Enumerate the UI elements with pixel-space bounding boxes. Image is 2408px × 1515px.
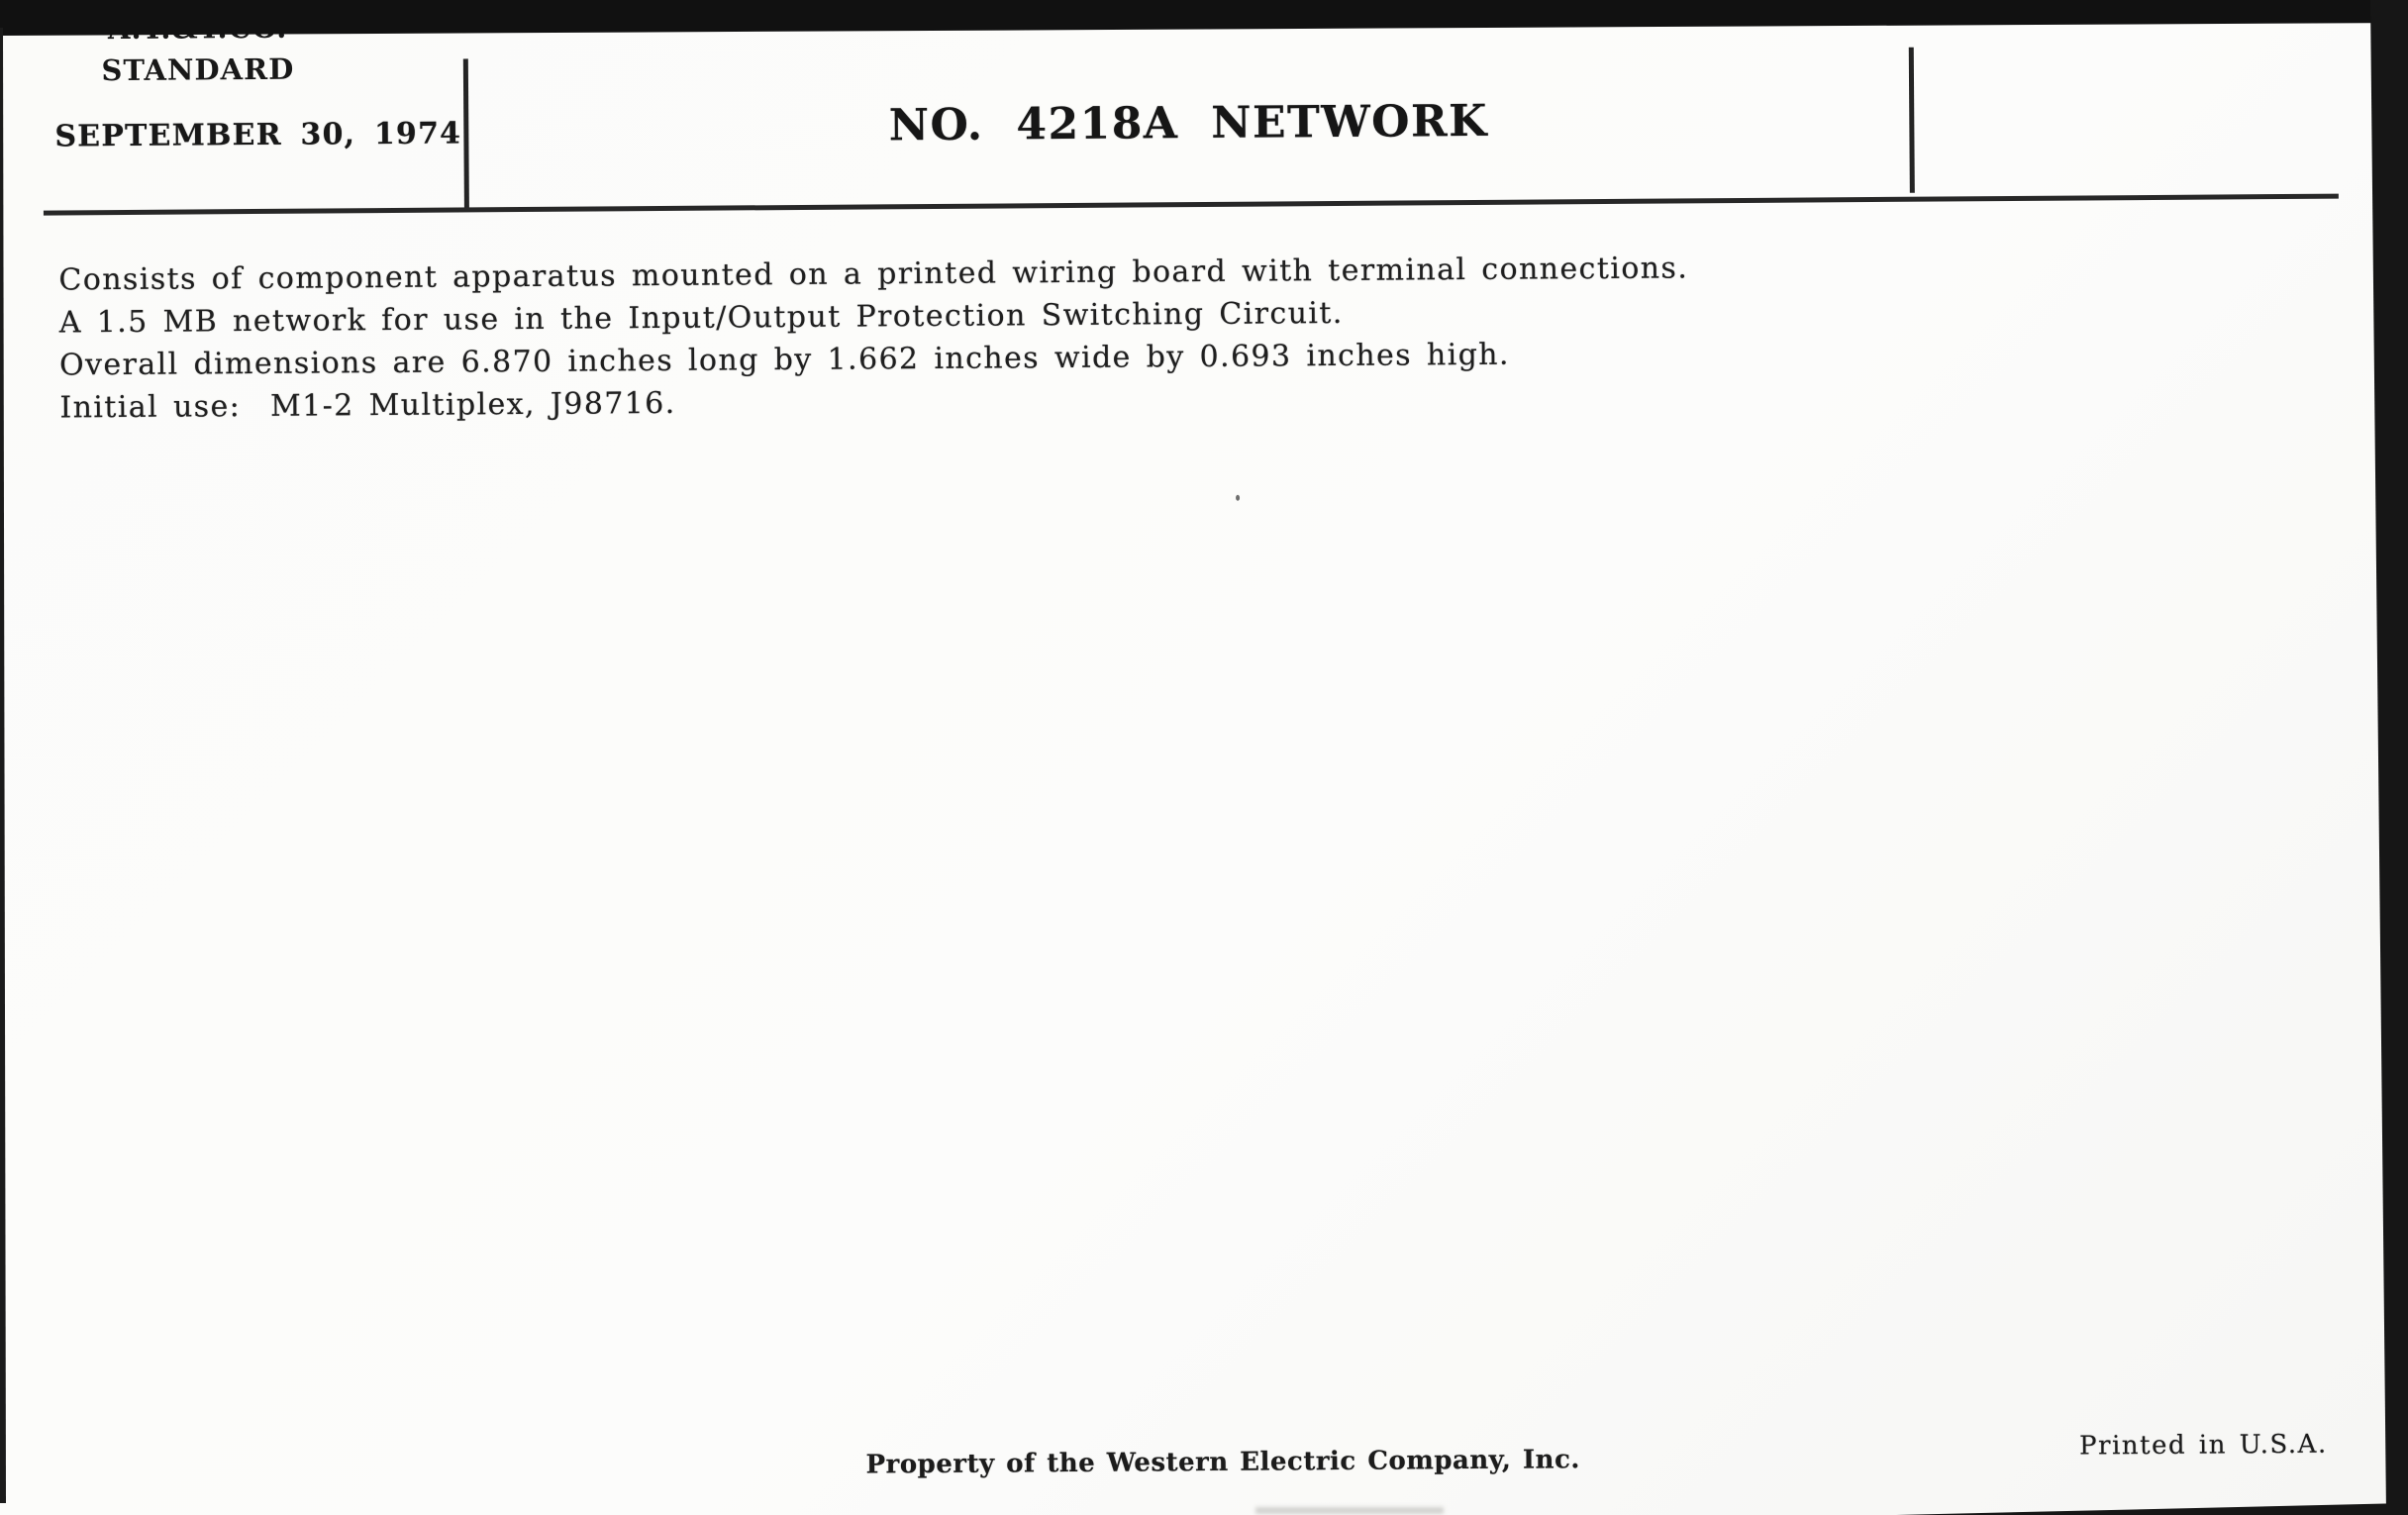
- scan-speck: [1236, 495, 1240, 501]
- initial-use-line: Initial use: M1-2 Multiplex, J98716.: [59, 385, 676, 426]
- header-divider-left: [463, 58, 469, 210]
- scan-smudge: [1255, 1507, 1444, 1514]
- description-block: [58, 247, 1689, 429]
- dimensions-line: Overall dimensions are 6.870 inches long by 1.662 inches wide by 0.693 inches high.: [58, 337, 1511, 383]
- issue-date: SEPTEMBER 30, 1974: [54, 116, 462, 154]
- property-notice: Property of the Western Electric Company, Inc.: [865, 1445, 1581, 1480]
- printed-in-usa: Printed in U.S.A.: [2079, 1429, 2328, 1462]
- header-rule: [44, 194, 2339, 216]
- org-standard-label: STANDARD: [101, 51, 295, 88]
- header-divider-right: [1909, 48, 1915, 193]
- document-title: NO. 4218A NETWORK: [888, 95, 1489, 152]
- description-line: Consists of component apparatus mounted on a printed wiring board with terminal connections.: [58, 251, 1689, 298]
- application-line: A 1.5 MB network for use in the Input/Output Protection Switching Circuit.: [58, 295, 1344, 341]
